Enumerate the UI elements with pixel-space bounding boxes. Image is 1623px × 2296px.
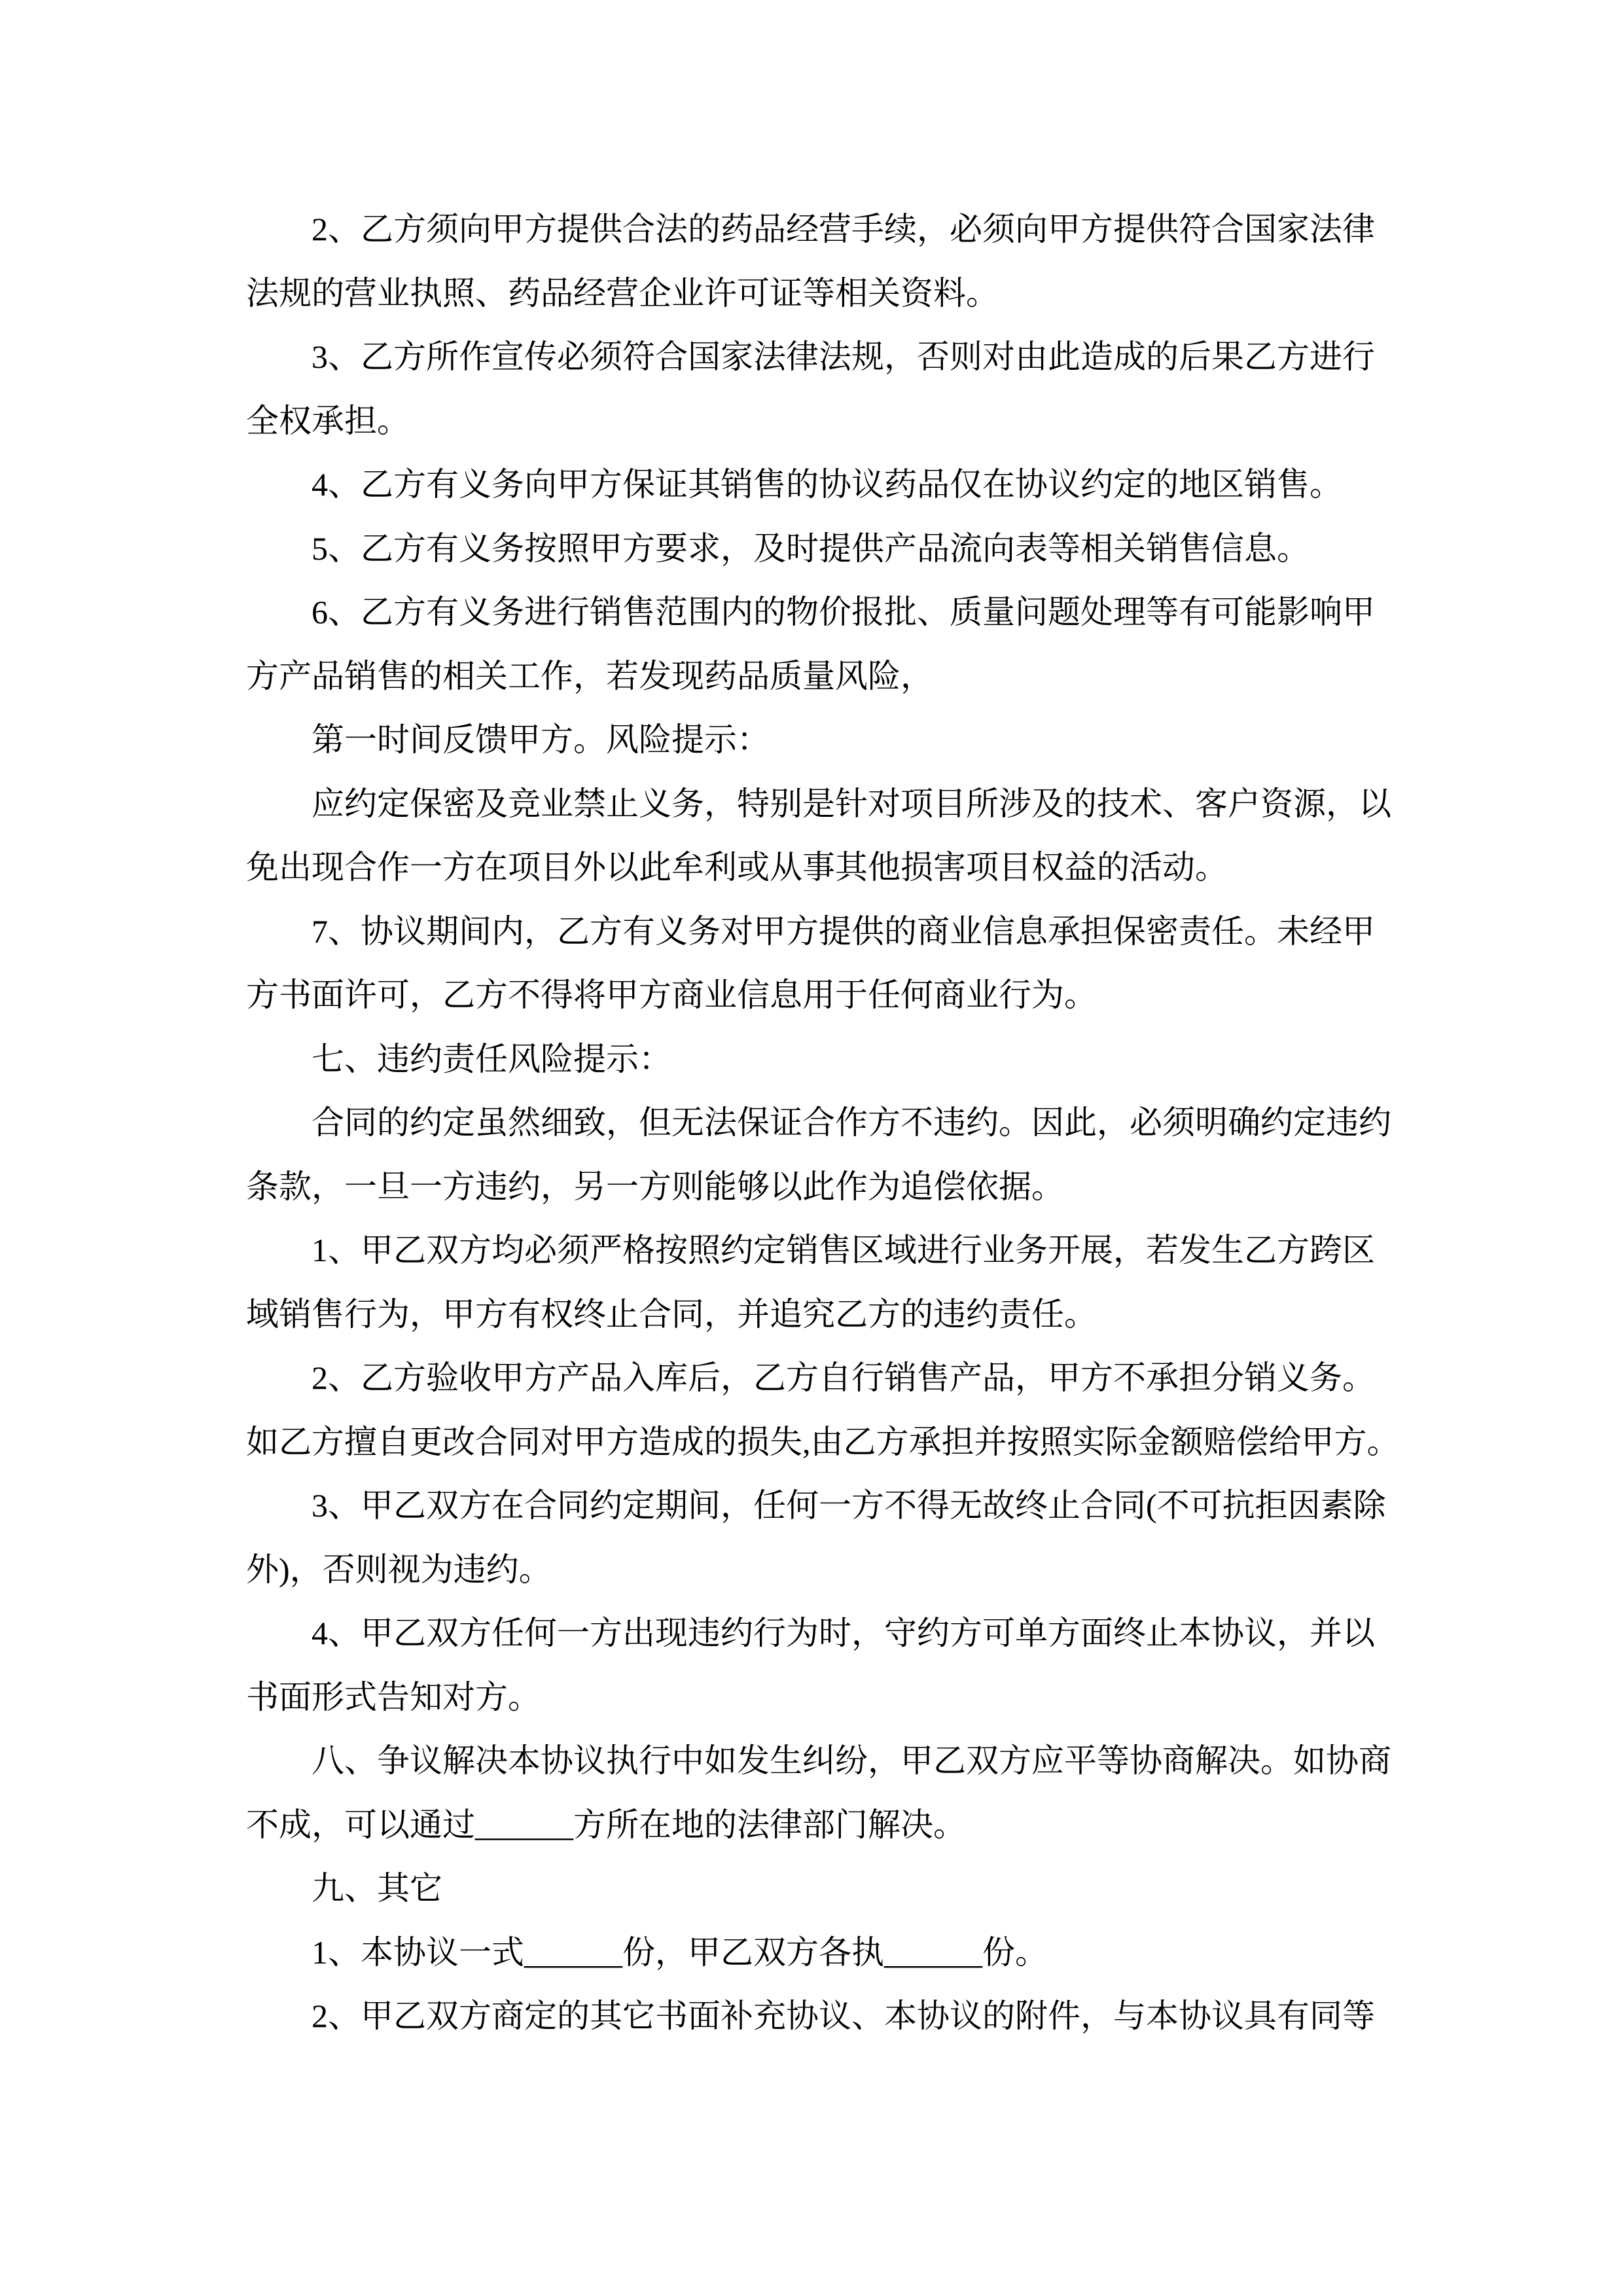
text-line: 法规的营业执照、药品经营企业许可证等相关资料。 <box>246 274 999 312</box>
text-line: 七、违约责任风险提示： <box>312 1040 671 1077</box>
text-line: 5、乙方有义务按照甲方要求，及时提供产品流向表等相关销售信息。 <box>312 529 1310 567</box>
text-line: 6、乙方有义务进行销售范围内的物价报批、质量问题处理等有可能影响甲 <box>312 594 1375 630</box>
text-line: 如乙方擅自更改合同对甲方造成的损失,由乙方承担并按照实际金额赔偿给甲方。 <box>246 1423 1400 1460</box>
text-line: 全权承担。 <box>246 402 410 439</box>
text-line: 不成，可以通过______方所在地的法律部门解决。 <box>246 1806 966 1843</box>
text-line: 域销售行为，甲方有权终止合同，并追究乙方的违约责任。 <box>246 1295 1097 1333</box>
text-line: 第一时间反馈甲方。风险提示： <box>312 721 770 758</box>
text-line: 2、甲乙双方商定的其它书面补充协议、本协议的附件，与本协议具有同等 <box>312 1998 1375 2034</box>
text-line: 免出现合作一方在项目外以此牟利或从事其他损害项目权益的活动。 <box>246 849 1228 886</box>
text-line: 3、乙方所作宣传必须符合国家法律法规，否则对由此造成的后果乙方进行 <box>312 338 1375 375</box>
text-line: 合同的约定虽然细致，但无法保证合作方不违约。因此，必须明确约定违约 <box>312 1104 1391 1141</box>
text-line: 书面形式告知对方。 <box>246 1678 541 1715</box>
text-line: 1、本协议一式______份，甲乙双方各执______份。 <box>312 1933 1048 1971</box>
text-line: 方产品销售的相关工作，若发现药品质量风险， <box>246 657 933 694</box>
text-line: 4、甲乙双方任何一方出现违约行为时，守约方可单方面终止本协议，并以 <box>312 1615 1375 1651</box>
text-line: 7、协议期间内，乙方有义务对甲方提供的商业信息承担保密责任。未经甲 <box>312 912 1375 950</box>
text-line: 2、乙方须向甲方提供合法的药品经营手续，必须向甲方提供符合国家法律 <box>312 211 1375 247</box>
text-line: 外)，否则视为违约。 <box>246 1551 552 1588</box>
text-line: 2、乙方验收甲方产品入库后，乙方自行销售产品，甲方不承担分销义务。 <box>312 1359 1375 1396</box>
text-line: 3、甲乙双方在合同约定期间，任何一方不得无故终止合同(不可抗拒因素除 <box>312 1487 1386 1524</box>
text-line: 九、其它 <box>312 1870 442 1907</box>
text-line: 八、争议解决本协议执行中如发生纠纷，甲乙双方应平等协商解决。如协商 <box>312 1742 1391 1779</box>
text-line: 应约定保密及竞业禁止义务，特别是针对项目所涉及的技术、客户资源，以 <box>312 785 1391 822</box>
text-line: 条款，一旦一方违约，另一方则能够以此作为追偿依据。 <box>246 1168 1064 1205</box>
text-line: 1、甲乙双方均必须严格按照约定销售区域进行业务开展，若发生乙方跨区 <box>312 1232 1375 1268</box>
text-line: 4、乙方有义务向甲方保证其销售的协议药品仅在协议约定的地区销售。 <box>312 466 1342 503</box>
text-line: 方书面许可，乙方不得将甲方商业信息用于任何商业行为。 <box>246 977 1097 1013</box>
